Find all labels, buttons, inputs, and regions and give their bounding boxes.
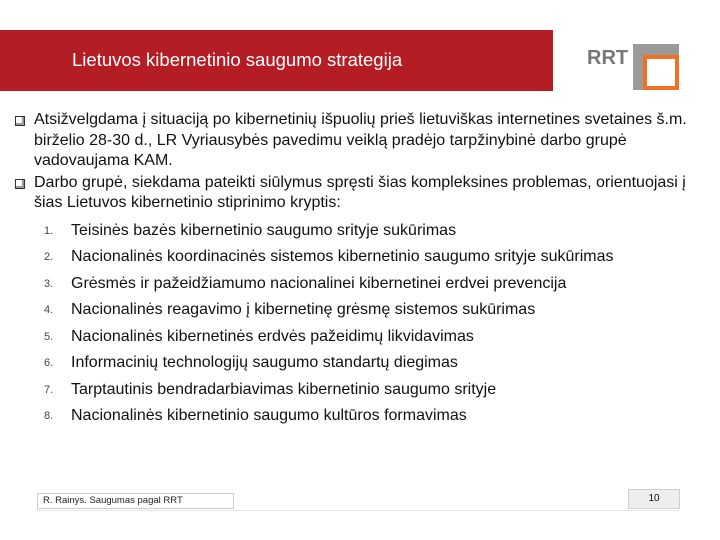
list-number: 3.: [44, 277, 54, 290]
square-bullet-icon: [15, 179, 25, 189]
list-item: [15, 244, 705, 271]
list-item: [15, 218, 705, 245]
list-number: 7.: [44, 383, 54, 396]
list-number: 4.: [44, 304, 54, 316]
list-item: [15, 350, 705, 377]
slide-content: [15, 110, 705, 430]
footer-source: R. Rainys. Saugumas pagal RRT: [37, 493, 234, 509]
list-text: Nacionalinės koordinacinės sistemos kibernetinio saugumo srityje sukūrimas: [71, 248, 614, 265]
rrt-logo: [587, 40, 682, 92]
list-item: [15, 403, 705, 430]
bullet-item: [15, 110, 705, 172]
list-item: [15, 271, 705, 298]
numbered-list: [15, 218, 705, 430]
list-number: 8.: [44, 410, 54, 422]
square-bullet-icon: [15, 116, 25, 126]
slide-title: Lietuvos kibernetinio saugumo strategija: [72, 49, 403, 70]
list-text: Nacionalinės reagavimo į kibernetinę grėsmę sistemos sukūrimas: [71, 301, 536, 318]
list-text: Nacionalinės kibernetinės erdvės pažeidimų likvidavimas: [71, 327, 474, 345]
list-item: [15, 324, 705, 351]
list-number: 5.: [44, 330, 54, 343]
list-item: [15, 297, 705, 324]
page-number: 10: [628, 489, 680, 509]
title-bar: [0, 30, 553, 91]
list-text: Tarptautinis bendradarbiavimas kibernetinio saugumo srityje: [71, 380, 497, 398]
bullet-item: [15, 173, 705, 214]
list-text: Nacionalinės kibernetinio saugumo kultūros formavimas: [71, 407, 467, 424]
bullet-text: Darbo grupė, siekdama pateikti siūlymus spręsti šias kompleksines problemas, orientuojasi į šias Lietuvos kibernetinio stiprinimo kryptis:: [34, 173, 686, 211]
list-number: 1.: [44, 224, 54, 237]
logo-text: RRT: [587, 47, 629, 69]
list-number: 2.: [44, 251, 54, 263]
footer-divider: [37, 510, 679, 511]
list-text: Informacinių technologijų saugumo standartų diegimas: [71, 354, 458, 371]
bullet-text: Atsižvelgdama į situaciją po kibernetinių išpuolių prieš lietuviškas internetines svetaines š.m. birželio 28-30 d., LR Vyriausybės pavedimu veiklą pradėjo tarpžinybinė darbo grupė vadovaujama KAM.: [34, 111, 687, 169]
list-item: [15, 377, 705, 404]
list-text: Teisinės bazės kibernetinio saugumo srityje sukūrimas: [71, 221, 457, 239]
list-text: Grėsmės ir pažeidžiamumo nacionalinei kibernetinei erdvei prevencija: [71, 274, 567, 292]
list-number: 6.: [44, 357, 54, 369]
